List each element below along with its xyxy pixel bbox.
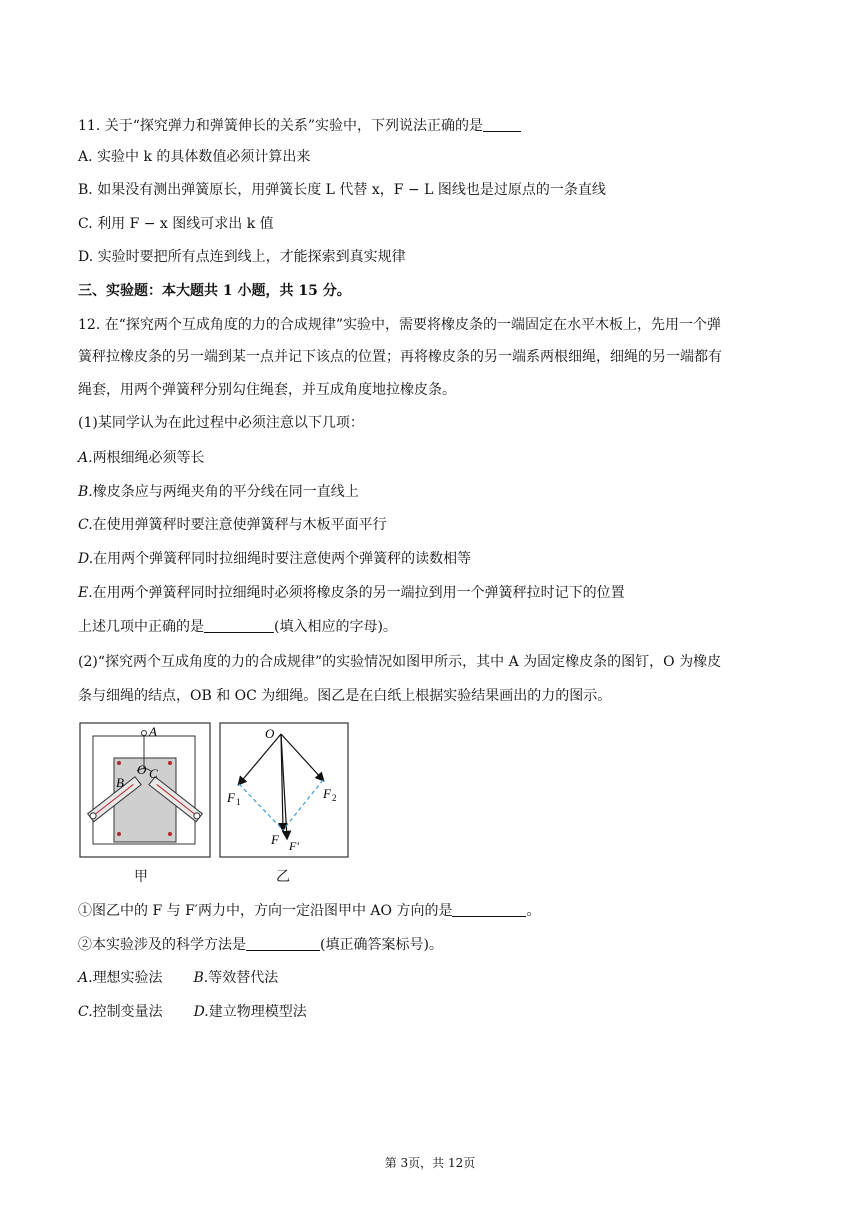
sub1-answer-blank[interactable] — [452, 902, 526, 917]
q12-part2-line1: (2)“探究两个互成角度的力的合成规律”的实验情况如图甲所示，其中 A 为固定橡皮条的图钉，O 为橡皮 — [78, 654, 722, 670]
q12-part1-intro: (1)某同学认为在此过程中必须注意以下几项： — [78, 415, 364, 431]
q12-part1-answer: 上述几项中正确的是 (填入相应的字母)。 — [78, 619, 397, 635]
label-fprime: F′ — [289, 839, 299, 853]
q12-item-e: E.在用两个弹簧秤同时拉细绳时必须将橡皮条的另一端拉到用一个弹簧秤拉时记下的位置 — [78, 585, 625, 601]
label-o: O — [137, 762, 147, 777]
q12-stem-line2: 簧秤拉橡皮条的另一端到某一点并记下该点的位置；再将橡皮条的另一端系两根细绳，细绳的另一端都有 — [78, 349, 722, 365]
label-a: A — [149, 724, 157, 739]
q12-item-b: B.橡皮条应与两绳夹角的平分线在同一直线上 — [78, 484, 359, 500]
label-c: C — [149, 766, 158, 781]
label-o-yi: O — [265, 726, 275, 741]
q12-sub2: ②本实验涉及的科学方法是 (填正确答案标号)。 — [78, 937, 443, 953]
sub2-answer-blank[interactable] — [246, 936, 320, 951]
page-footer: 第 3页，共 12页 — [384, 1156, 476, 1170]
caption-jia: 甲 — [134, 869, 148, 885]
label-f2-sub: 2 — [332, 793, 337, 803]
q11-option-c: C. 利用 F − x 图线可求出 k 值 — [78, 216, 274, 232]
q12-part2-line2: 条与细绳的结点，OB 和 OC 为细绳。图乙是在白纸上根据实验结果画出的力的图示。 — [78, 688, 612, 704]
figure-jia — [79, 722, 211, 858]
q12-stem-line3: 绳套，用两个弹簧秤分别勾住绳套，并互成角度地拉橡皮条。 — [78, 382, 456, 398]
q12-item-a: A.两根细绳必须等长 — [78, 450, 205, 466]
q12-item-d: D.在用两个弹簧秤同时拉细绳时要注意使两个弹簧秤的读数相等 — [78, 551, 472, 567]
caption-yi: 乙 — [276, 869, 290, 885]
label-b: B — [116, 775, 124, 790]
q11-option-a: A. 实验中 k 的具体数值必须计算出来 — [78, 149, 311, 165]
part1-answer-blank[interactable] — [204, 618, 274, 633]
method-row-2: C.控制变量法 D.建立物理模型法 — [78, 1004, 307, 1020]
label-f: F — [271, 832, 279, 847]
method-row-1: A.理想实验法 B.等效替代法 — [78, 970, 279, 986]
q11-stem: 11. 关于“探究弹力和弹簧伸长的关系”实验中，下列说法正确的是 — [78, 116, 521, 136]
q12-item-c: C.在使用弹簧秤时要注意使弹簧秤与木板平面平行 — [78, 517, 387, 533]
q12-sub1: ①图乙中的 F 与 F′两力中，方向一定沿图甲中 AO 方向的是 。 — [78, 903, 541, 919]
label-f1: F — [227, 790, 235, 805]
q12-stem-line1: 12. 在“探究两个互成角度的力的合成规律”实验中，需要将橡皮条的一端固定在水平木板上，先用一个弹 — [78, 317, 722, 333]
section-heading: 三、实验题：本大题共 1 小题，共 15 分。 — [78, 283, 351, 299]
q11-option-d: D. 实验时要把所有点连到线上，才能探索到真实规律 — [78, 249, 406, 265]
q11-option-b: B. 如果没有测出弹簧原长，用弹簧长度 L 代替 x，F − L 图线也是过原点的一条直线 — [78, 182, 606, 198]
figure-yi — [219, 722, 349, 858]
q11-answer-blank[interactable] — [483, 117, 521, 132]
label-f1-sub: 1 — [236, 797, 241, 807]
label-f2: F — [323, 786, 331, 801]
